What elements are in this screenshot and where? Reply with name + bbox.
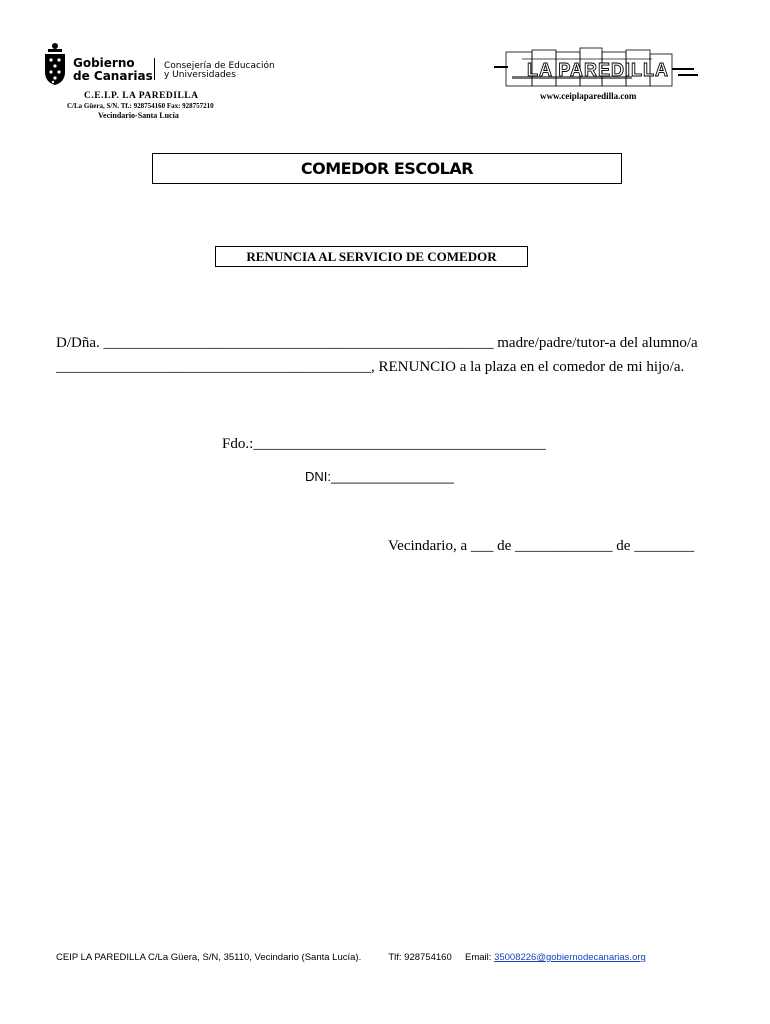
signature-line: Fdo.:_______________________________________ xyxy=(222,436,546,452)
footer-address: CEIP LA PAREDILLA C/La Güera, S/N, 35110, Vecindario (Santa Lucía). xyxy=(56,952,362,963)
consejeria-line1: Consejería de Educación xyxy=(164,61,275,71)
footer-email-link[interactable]: 35008226@gobiernodecanarias.org xyxy=(494,952,646,963)
gobierno-canarias-crest-icon xyxy=(42,42,68,86)
document-subtitle: RENUNCIA AL SERVICIO DE COMEDOR xyxy=(215,246,528,267)
gov-name-line1: Gobierno xyxy=(73,56,135,70)
school-logo-icon xyxy=(492,46,704,92)
school-name: C.E.I.P. LA PAREDILLA xyxy=(84,91,199,101)
renuncia-statement-line: __________________________________________, RENUNCIO a la plaza en el comedor de mi hijo/a. xyxy=(56,359,685,375)
header-divider xyxy=(154,58,155,80)
consejeria-line2: y Universidades xyxy=(164,70,236,80)
date-place-line: Vecindario, a ___ de _____________ de ________ xyxy=(388,538,695,554)
parent-name-line: D/Dña. ____________________________________________________ madre/padre/tutor-a del alumno/a xyxy=(56,335,698,351)
dni-field-line: DNI:_________________ xyxy=(305,469,454,484)
page-title: COMEDOR ESCOLAR xyxy=(152,153,622,184)
school-website: www.ceiplaparedilla.com xyxy=(540,91,637,101)
gov-name-line2: de Canarias xyxy=(73,69,153,83)
footer-phone: Tlf: 928754160 xyxy=(388,952,452,963)
school-address: C/La Güera, S/N. Tf.: 928754160 Fax: 928757210 xyxy=(67,102,214,110)
footer-email-label: Email: xyxy=(465,952,492,963)
school-town: Vecindario-Santa Lucía xyxy=(98,111,179,120)
school-logo-text: LA PAREDILLA xyxy=(527,60,669,80)
page-footer xyxy=(56,952,646,963)
